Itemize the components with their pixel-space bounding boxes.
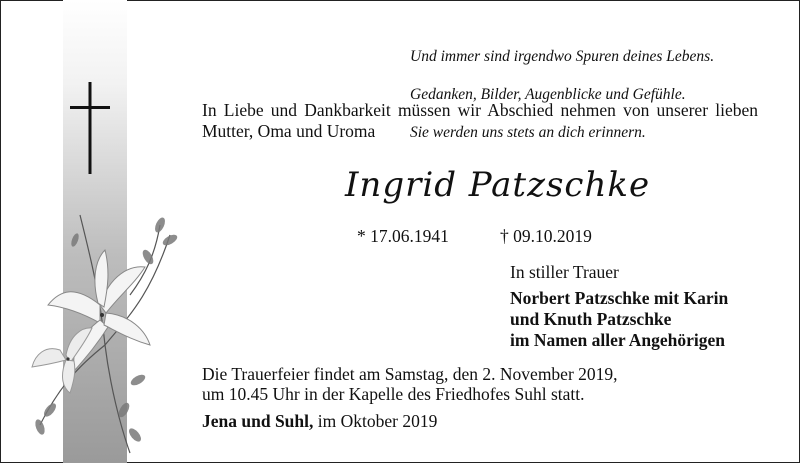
deceased-name: Ingrid Patzschke — [345, 165, 651, 205]
mourner-line: im Namen aller Angehörigen — [510, 330, 726, 350]
place-name: Jena und Suhl, — [202, 411, 314, 431]
lily-flower-decoration — [20, 195, 180, 455]
mourning-label: In stiller Trauer — [510, 262, 619, 282]
ceremony-line: um 10.45 Uhr in der Kapelle des Friedhofes Suhl statt. — [202, 384, 585, 404]
place-date — [202, 411, 437, 432]
intro-text: In Liebe und Dankbarkeit müssen wir Abschied nehmen von unserer lieben Mutter, Oma und Uroma — [202, 100, 758, 141]
poem-line: Sie werden uns stets an dich erinnern. — [410, 124, 646, 141]
ceremony-line: Die Trauerfeier findet am Samstag, den 2. November 2019, — [202, 364, 618, 384]
mourner-line: und Knuth Patzschke — [510, 309, 672, 329]
ceremony-info — [202, 364, 618, 404]
place-date-text: im Oktober 2019 — [313, 411, 438, 431]
mourner-line: Norbert Patzschke mit Karin — [510, 288, 729, 308]
poem-line: Gedanken, Bilder, Augenblicke und Gefühle. — [410, 86, 686, 103]
birth-date: * 17.06.1941 — [357, 226, 449, 246]
cross-icon — [70, 82, 110, 174]
death-date: † 09.10.2019 — [500, 226, 592, 246]
mourners-list — [510, 288, 728, 351]
poem-line: Und immer sind irgendwo Spuren deines Lebens. — [410, 48, 715, 65]
